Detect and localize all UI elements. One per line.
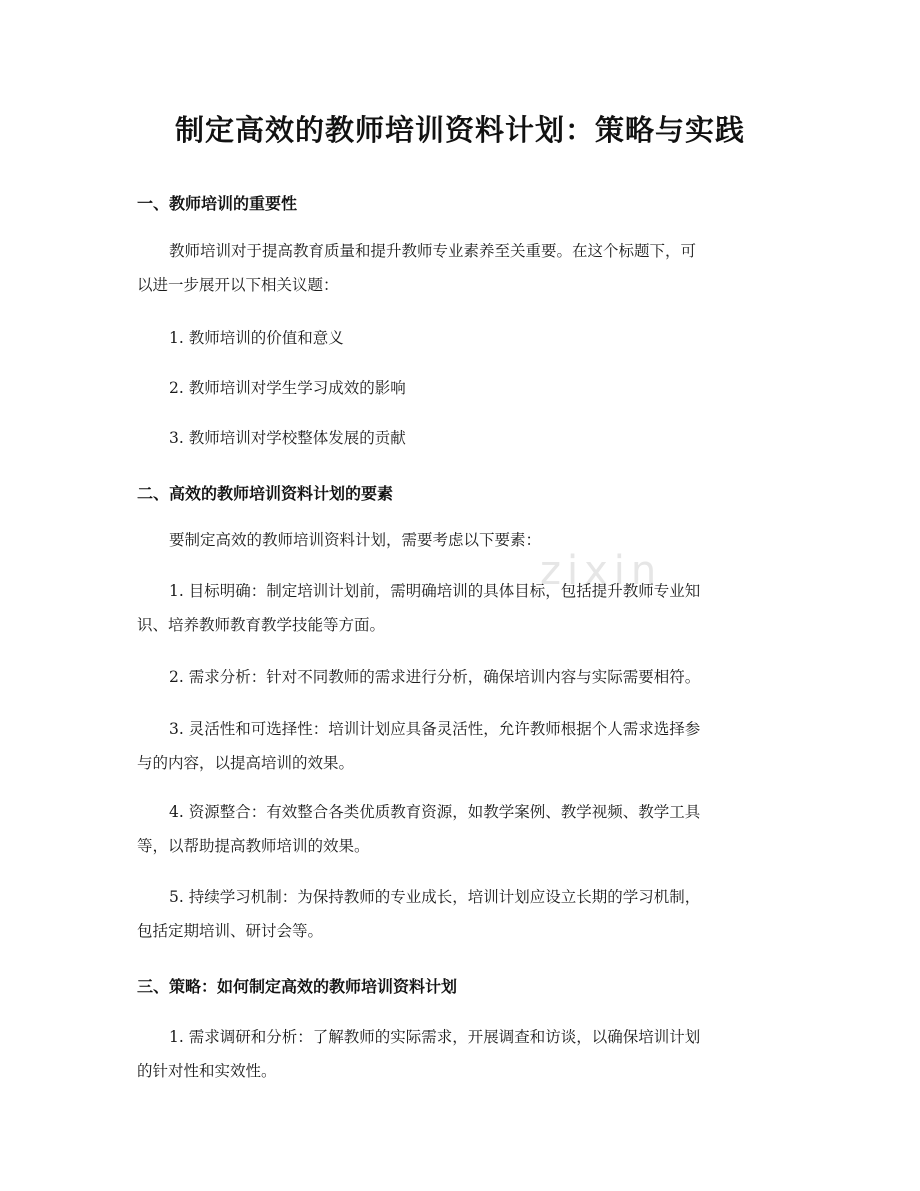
list-item-text: 1. 需求调研和分析：了解教师的实际需求，开展调查和访谈，以确保培训计划 [169,1028,701,1046]
list-item-text: 1. 教师培训的价值和意义 [169,329,344,347]
paragraph [137,234,783,302]
list-item [137,660,783,694]
list-item-text: 1. 目标明确：制定培训计划前，需明确培训的具体目标，包括提升教师专业知 [169,582,701,600]
list-item-text: 2. 教师培训对学生学习成效的影响 [169,379,406,397]
list-item-text: 2. 需求分析：针对不同教师的需求进行分析，确保培训内容与实际需要相符。 [169,668,701,686]
section-heading-1: 一、教师培训的重要性 [137,194,298,213]
list-item [137,880,783,948]
list-item-text: 包括定期培训、研讨会等。 [137,922,324,940]
list-item-text: 的针对性和实效性。 [137,1062,277,1080]
list-item [137,795,783,863]
list-item [137,321,783,355]
list-item [137,1020,783,1088]
paragraph-line: 教师培训对于提高教育质量和提升教师专业素养至关重要。在这个标题下，可 [169,242,697,260]
list-item [137,421,783,455]
paragraph [137,523,783,557]
section-heading-2: 二、高效的教师培训资料计划的要素 [137,484,394,503]
watermark: zixin [540,548,663,594]
paragraph-line: 要制定高效的教师培训资料计划，需要考虑以下要素： [169,531,542,549]
list-item-text: 识、培养教师教育教学技能等方面。 [137,616,386,634]
list-item-text: 4. 资源整合：有效整合各类优质教育资源，如教学案例、教学视频、教学工具 [169,803,701,821]
list-item-text: 5. 持续学习机制：为保持教师的专业成长，培训计划应设立长期的学习机制， [169,888,701,906]
document-title: 制定高效的教师培训资料计划：策略与实践 [174,113,745,147]
list-item [137,712,783,780]
list-item-text: 3. 灵活性和可选择性：培训计划应具备灵活性，允许教师根据个人需求选择参 [169,720,701,738]
list-item [137,574,783,642]
section-heading-3: 三、策略：如何制定高效的教师培训资料计划 [137,977,458,996]
list-item-text: 等，以帮助提高教师培训的效果。 [137,837,370,855]
list-item-text: 3. 教师培训对学校整体发展的贡献 [169,429,406,447]
list-item-text: 与的内容，以提高培训的效果。 [137,754,355,772]
list-item [137,371,783,405]
paragraph-line: 以进一步展开以下相关议题： [137,276,339,294]
